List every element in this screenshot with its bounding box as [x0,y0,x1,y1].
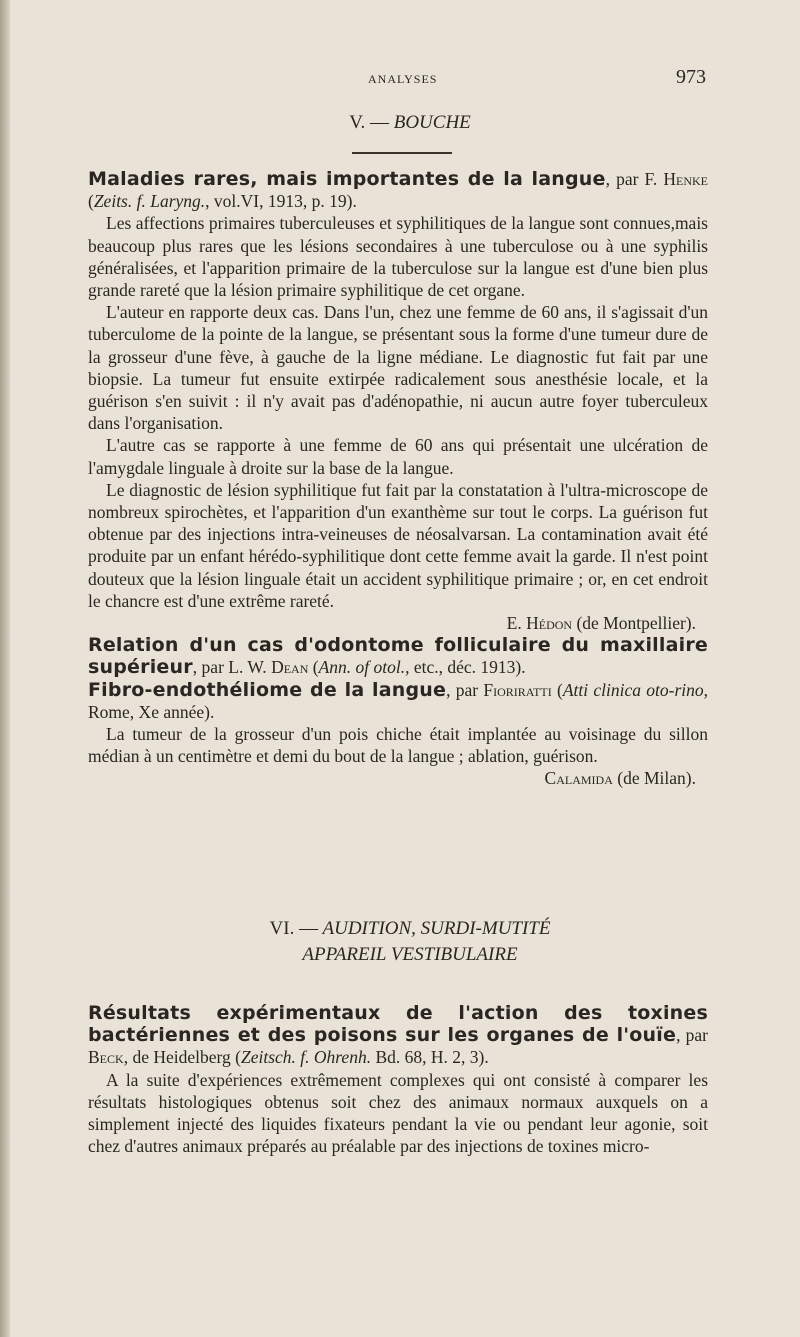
article-beck-journal: Zeitsch. f. Ohrenh. [240,1047,372,1068]
article-henke-paragraph-4-text: Le diagnostic de lésion syphilitique fut fait par la constatation à l'ultra-microscope de nombreux spirochètes, et l'apparition d'un exanthème sur tout le corps. La guérison fut obtenue par des injections intra-veineuses de néosalvarsan. La contamination avait été produite par un enfant hérédo-syphilitique dont cette femme avait la garde. Il n'est point douteux que la lésion linguale était un accident syphilitique primaire ; or, en cet endroit le chancre est d'une extrême rareté. [88,479,708,611]
section-v-number: V. — [349,112,389,133]
article-beck-author: Beck [88,1047,124,1068]
article-dean-ref-open: ( [308,657,319,678]
article-beck-place: , de Heidelberg [123,1047,231,1068]
article-fioriratti-paragraph-text: La tumeur de la grosseur d'un pois chiche était implantée au voisinage du sillon médian à un centimètre et demi du bout de la langue ; ablation, guérison. [88,724,708,767]
article-henke-ref-open: ( [88,191,94,212]
article-fioriratti-journal: Atti clinica oto-rino [562,679,704,700]
article-henke-author: Henke [663,169,708,189]
article-henke-title: Maladies rares, mais importantes de la langue [88,168,606,190]
article-henke-paragraph-3: L'autre cas se rapporte à une femme de 60 ans qui présentait une ulcération de l'amygdale linguale à droite sur la base de la langue. [88,435,708,478]
article-henke-paragraph-2: L'auteur en rapporte deux cas. Dans l'un, chez une femme de 60 ans, il s'agissait d'un tuberculome de la pointe de la langue, se présentant sous la forme d'une tumeur dure de la grosseur d'une fève, à gauche de la ligne médiane. Le diagnostic fut fait par une biopsie. La tumeur fut ensuite extirpée radicalement sous anesthésie locale, et la guérison s'en suivit : il n'y avait pas d'adénopathie, ni aucun autre foyer tuberculeux dans l'organisation. [88,302,708,434]
article-fioriratti-author: Fioriratti [483,679,552,700]
article-fioriratti-paragraph [88,723,708,790]
article-henke-paragraph-1: Les affections primaires tuberculeuses et syphilitiques de la langue sont connues,mais beaucoup plus rares que les lésions secondaires à une tuberculose ou à une syphilis généralisées, et l'apparition primaire de la tuberculose sur la langue est d'une bien plus grande rareté que la lésion primaire syphilitique de cet organe. [88,213,708,301]
running-head [0,66,800,90]
article-henke-by: , par F. [605,169,658,189]
section-vi-title-line-2: APPAREIL VESTIBULAIRE [302,944,518,965]
article-henke-signature [88,612,708,634]
section-v-body [88,168,708,790]
article-fioriratti-ref: , Rome, Xe année). [88,679,708,722]
signature-name: Hédon [526,613,573,634]
article-henke-heading [88,168,708,212]
article-beck-ref: Bd. 68, H. 2, 3). [371,1047,489,1068]
article-fioriratti-by: , par [446,679,484,700]
article-beck-by: , par [676,1025,708,1046]
article-beck-title: Résultats expérimentaux de l'action des toxines bactériennes et des poisons sur les organes de l'ouïe [88,1002,708,1047]
article-fioriratti-ref-open: ( [551,679,563,700]
article-dean-heading [88,634,708,678]
article-fioriratti-signature [88,767,708,789]
article-henke-ref: , vol.VI, 1913, p. 19). [205,191,357,212]
article-beck-heading [88,1002,708,1069]
article-fioriratti-heading [88,679,708,723]
article-dean-by: , par L. W. [192,657,272,678]
section-vi-title [0,916,800,968]
section-vi-line-1 [0,916,800,942]
signature-place: (de Montpellier). [572,613,696,634]
article-dean-ref: , etc., déc. 1913). [405,657,526,678]
article-fioriratti-title: Fibro-endothéliome de la langue [88,678,447,701]
section-vi-body [88,1002,708,1157]
article-henke-journal: Zeits. f. Laryng. [93,191,206,212]
article-dean-author: Dean [271,657,309,678]
page-number: 973 [676,66,706,88]
section-vi-number: VI. — [269,918,319,939]
section-v-name: BOUCHE [393,112,471,133]
article-dean-journal: Ann. of otol. [318,657,406,678]
section-vi-title-line-1: AUDITION, SURDI-MUTITÉ [322,918,551,939]
signature-name: Calamida [544,768,613,789]
article-dean-title: Relation d'un cas d'odontome folliculaire du maxillaire supérieur [88,634,708,679]
article-henke-paragraph-4 [88,479,708,634]
signature-place: (de Milan). [612,768,696,789]
section-v-rule [352,152,452,154]
running-title: ANALYSES [368,72,438,86]
signature-initial: E. [506,613,527,634]
article-beck-paragraph-1: A la suite d'expériences extrêmement complexes qui ont consisté à comparer les résultats histologiques obtenus soit chez des animaux normaux auxquels on a simplement injecté des liquides fixateurs pendant la vie ou pendant leur agonie, soit chez d'autres animaux préparés au préalable par des injections de toxines micro- [88,1069,708,1157]
article-beck-ref-open: ( [230,1047,241,1068]
section-v-title [0,110,800,136]
